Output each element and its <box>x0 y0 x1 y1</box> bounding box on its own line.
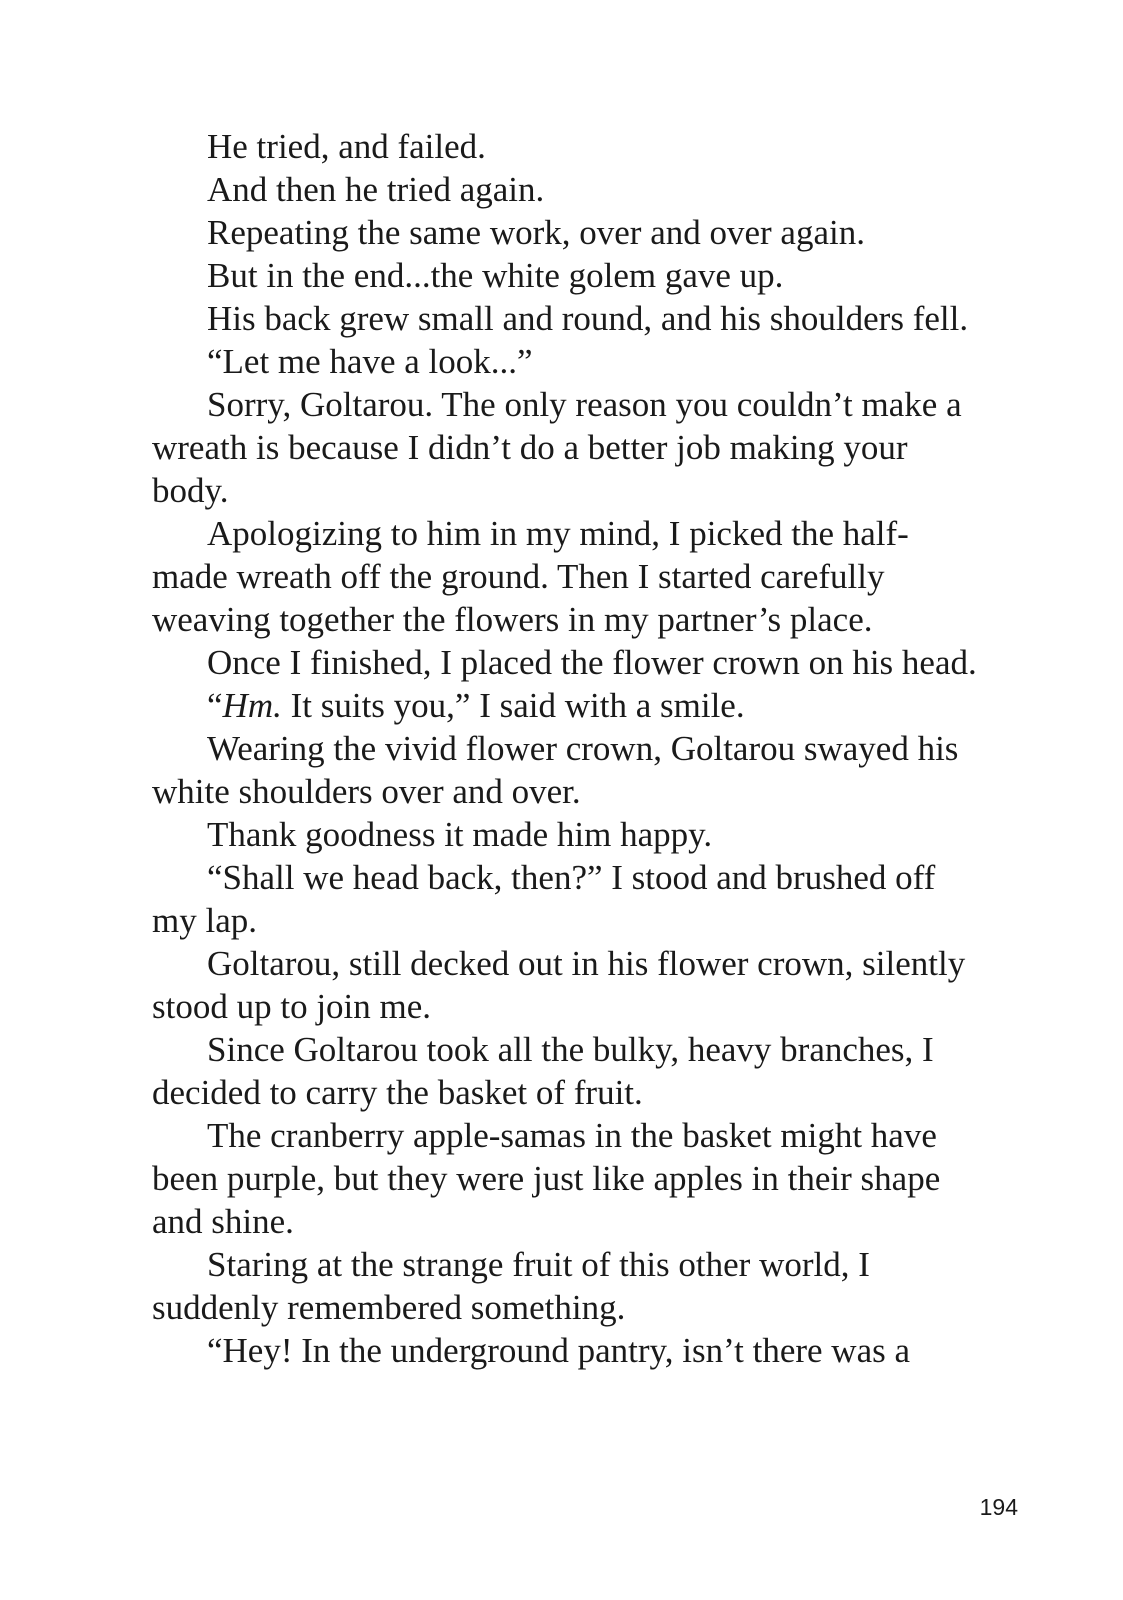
paragraph: Repeating the same work, over and over again. <box>207 213 865 252</box>
paragraph: Sorry, Goltarou. The only reason you couldn’t make a wreath is because I didn’t do a better job making your body. <box>152 385 962 510</box>
paragraph: “Shall we head back, then?” I stood and brushed off my lap. <box>152 858 936 940</box>
paragraph: Staring at the strange fruit of this other world, I suddenly remembered something. <box>152 1245 870 1327</box>
paragraph: “Hey! In the underground pantry, isn’t there was a <box>207 1331 911 1370</box>
body-text <box>152 125 982 1372</box>
paragraph: Since Goltarou took all the bulky, heavy branches, I decided to carry the basket of fruit. <box>152 1030 934 1112</box>
paragraph: But in the end...the white golem gave up. <box>207 256 784 295</box>
paragraph: He tried, and failed. <box>207 127 486 166</box>
paragraph-with-italic <box>152 684 982 727</box>
paragraph: Goltarou, still decked out in his flower crown, silently stood up to join me. <box>152 944 966 1026</box>
paragraph: Apologizing to him in my mind, I picked the half-made wreath off the ground. Then I started carefully weaving together the flowers in my partner’s place. <box>152 514 909 639</box>
paragraph: Thank goodness it made him happy. <box>207 815 713 854</box>
page-number: 194 <box>979 1494 1018 1520</box>
paragraph: “Let me have a look...” <box>207 342 533 381</box>
paragraph: Once I finished, I placed the flower crown on his head. <box>207 643 977 682</box>
italic-word: Hm. <box>222 686 282 725</box>
paragraph: The cranberry apple-samas in the basket might have been purple, but they were just like apples in their shape and shine. <box>152 1116 941 1241</box>
paragraph-rest: It suits you,” I said with a smile. <box>281 686 745 725</box>
paragraph: His back grew small and round, and his shoulders fell. <box>207 299 969 338</box>
quote-open: “ <box>207 686 223 725</box>
paragraph: And then he tried again. <box>207 170 545 209</box>
paragraph: Wearing the vivid flower crown, Goltarou swayed his white shoulders over and over. <box>152 729 959 811</box>
